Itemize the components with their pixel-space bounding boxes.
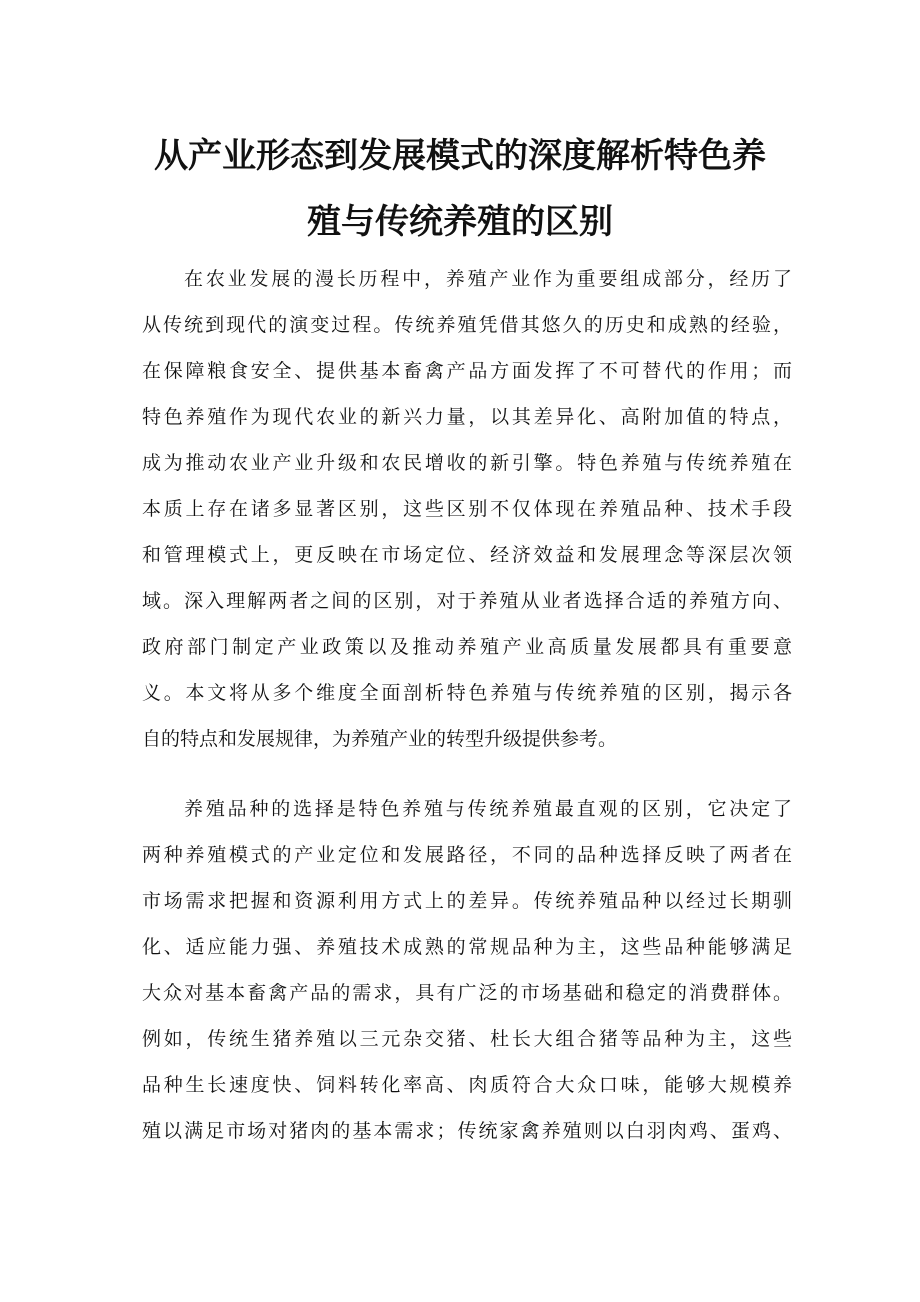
paragraph-line: 自的特点和发展规律，为养殖产业的转型升级提供参考。	[142, 728, 618, 750]
paragraph-line: 和管理模式上，更反映在市场定位、经济效益和发展理念等深层次领	[142, 544, 792, 566]
paragraph-line: 市场需求把握和资源利用方式上的差异。传统养殖品种以经过长期驯	[142, 890, 792, 912]
paragraph-line: 两种养殖模式的产业定位和发展路径，不同的品种选择反映了两者在	[142, 844, 792, 866]
document-title-line-2: 殖与传统养殖的区别	[307, 202, 613, 242]
paragraph-line: 例如，传统生猪养殖以三元杂交猪、杜长大组合猪等品种为主，这些	[142, 1028, 792, 1050]
paragraph-breeds	[142, 786, 792, 1154]
paragraph-line: 特色养殖作为现代农业的新兴力量，以其差异化、高附加值的特点，	[142, 406, 792, 428]
paragraph-line: 成为推动农业产业升级和农民增收的新引擎。特色养殖与传统养殖在	[142, 452, 792, 474]
paragraph-line: 化、适应能力强、养殖技术成熟的常规品种为主，这些品种能够满足	[142, 936, 792, 958]
paragraph-line: 在保障粮食安全、提供基本畜禽产品方面发挥了不可替代的作用；而	[142, 360, 792, 382]
paragraph-line: 品种生长速度快、饲料转化率高、肉质符合大众口味，能够大规模养	[142, 1074, 792, 1096]
paragraph-line: 殖以满足市场对猪肉的基本需求；传统家禽养殖则以白羽肉鸡、蛋鸡、	[142, 1120, 792, 1142]
paragraph-line: 本质上存在诸多显著区别，这些区别不仅体现在养殖品种、技术手段	[142, 498, 792, 520]
document-title-line-1: 从产业形态到发展模式的深度解析特色养	[154, 136, 766, 176]
paragraph-line: 从传统到现代的演变过程。传统养殖凭借其悠久的历史和成熟的经验，	[142, 314, 792, 336]
document-body	[142, 256, 792, 1154]
paragraph-line: 域。深入理解两者之间的区别，对于养殖从业者选择合适的养殖方向、	[142, 590, 792, 612]
paragraph-intro	[142, 256, 792, 762]
paragraph-line: 大众对基本畜禽产品的需求，具有广泛的市场基础和稳定的消费群体。	[142, 982, 792, 1004]
paragraph-line: 政府部门制定产业政策以及推动养殖产业高质量发展都具有重要意	[142, 636, 792, 658]
paragraph-line: 义。本文将从多个维度全面剖析特色养殖与传统养殖的区别，揭示各	[142, 682, 792, 704]
paragraph-line: 在农业发展的漫长历程中，养殖产业作为重要组成部分，经历了	[184, 268, 792, 290]
paragraph-line: 养殖品种的选择是特色养殖与传统养殖最直观的区别，它决定了	[184, 798, 792, 820]
